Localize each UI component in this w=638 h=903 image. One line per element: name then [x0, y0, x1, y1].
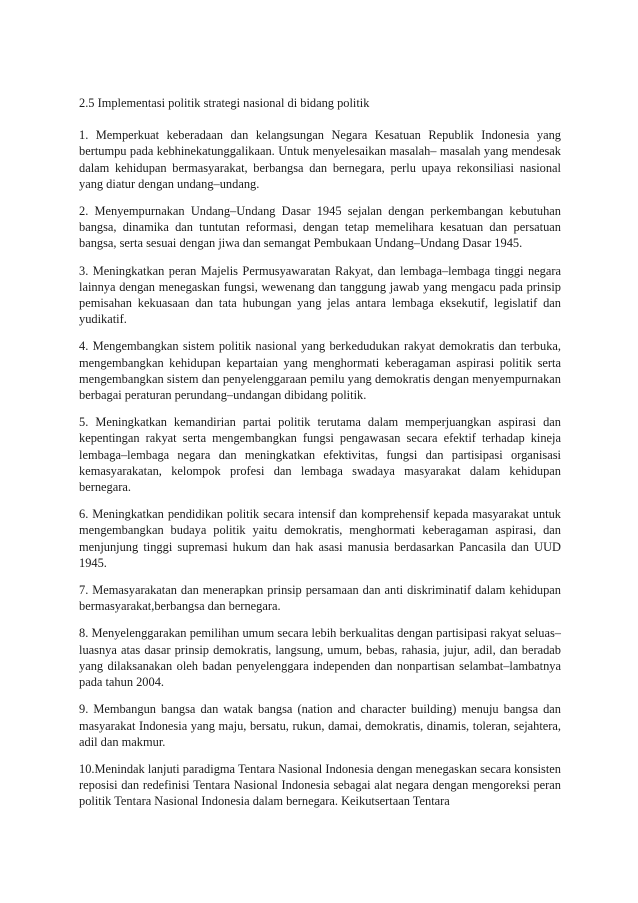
list-item-1: 1. Memperkuat keberadaan dan kelangsungan Negara Kesatuan Republik Indonesia yang bertumpu pada kebhinekatunggalikaan. Untuk menyelesaikan masalah– masalah yang mendesak dalam kehidupan bermasyarakat, berbangsa dan bernegara, perlu upaya rekonsiliasi nasional yang diatur dengan undang–undang.	[79, 128, 561, 191]
list-item-10: 10.Menindak lanjuti paradigma Tentara Nasional Indonesia dengan menegaskan secara konsisten reposisi dan redefinisi Tentara Nasional Indonesia sebagai alat negara dengan mengoreksi peran politik Tentara Nasional Indonesia dalam bernegara. Keikutsertaan Tentara	[79, 761, 561, 809]
list-item-6: 6. Meningkatkan pendidikan politik secara intensif dan komprehensif kepada masyarakat untuk mengembangkan budaya politik yaitu demokratis, menghormati keberagaman aspirasi, dan menjunjung tinggi supremasi hukum dan hak asasi manusia berdasarkan Pancasila dan UUD 1945.	[79, 507, 561, 570]
list-item-2: 2. Menyempurnakan Undang–Undang Dasar 1945 sejalan dengan perkembangan kebutuhan bangsa, dinamika dan tuntutan reformasi, dengan tetap memelihara kesatuan dan persatuan bangsa, serta sesuai dengan jiwa dan semangat Pembukaan Undang–Undang Dasar 1945.	[79, 204, 561, 251]
list-item-3: 3. Meningkatkan peran Majelis Permusyawaratan Rakyat, dan lembaga–lembaga tinggi negara lainnya dengan menegaskan fungsi, wewenang dan tanggung jawab yang mengacu pada prinsip pemisahan kekuasaan dan tata hubungan yang jelas antara lembaga eksekutif, legislatif dan yudikatif.	[79, 263, 561, 327]
list-item-4: 4. Mengembangkan sistem politik nasional yang berkedudukan rakyat demokratis dan terbuka, mengembangkan kehidupan kepartaian yang menghormati keberagaman aspirasi politik serta mengembangkan sistem dan penyelenggaraan pemilu yang demokratis dengan menyempurnakan berbagai peraturan perundang–undangan dibidang politik.	[79, 339, 561, 403]
list-item-9: 9. Membangun bangsa dan watak bangsa (nation and character building) menuju bangsa dan masyarakat Indonesia yang maju, bersatu, rukun, damai, demokratis, dinamis, toleran, sejahtera, adil dan makmur.	[79, 702, 561, 749]
list-item-8: 8. Menyelenggarakan pemilihan umum secara lebih berkualitas dengan partisipasi rakyat seluas–luasnya atas dasar prinsip demokratis, langsung, umum, bebas, rahasia, jujur, adil, dan beradab yang dilaksanakan oleh badan penyelenggara independen dan nonpartisan selambat–lambatnya pada tahun 2004.	[79, 626, 561, 690]
list-item-7: 7. Memasyarakatan dan menerapkan prinsip persamaan dan anti diskriminatif dalam kehidupan bermasyarakat,berbangsa dan bernegara.	[79, 583, 561, 614]
section-heading: 2.5 Implementasi politik strategi nasional di bidang politik	[79, 96, 370, 110]
list-item-5: 5. Meningkatkan kemandirian partai politik terutama dalam memperjuangkan aspirasi dan kepentingan rakyat serta mengembangkan fungsi pengawasan secara efektif terhadap kineja lembaga–lembaga negara dan meningkatkan efektivitas, fungsi dan partisipasi organisasi kemasyarakatan, kelompok profesi dan lembaga swadaya masyarakat dalam kehidupan bernegara.	[79, 415, 561, 495]
document-body	[79, 95, 561, 821]
